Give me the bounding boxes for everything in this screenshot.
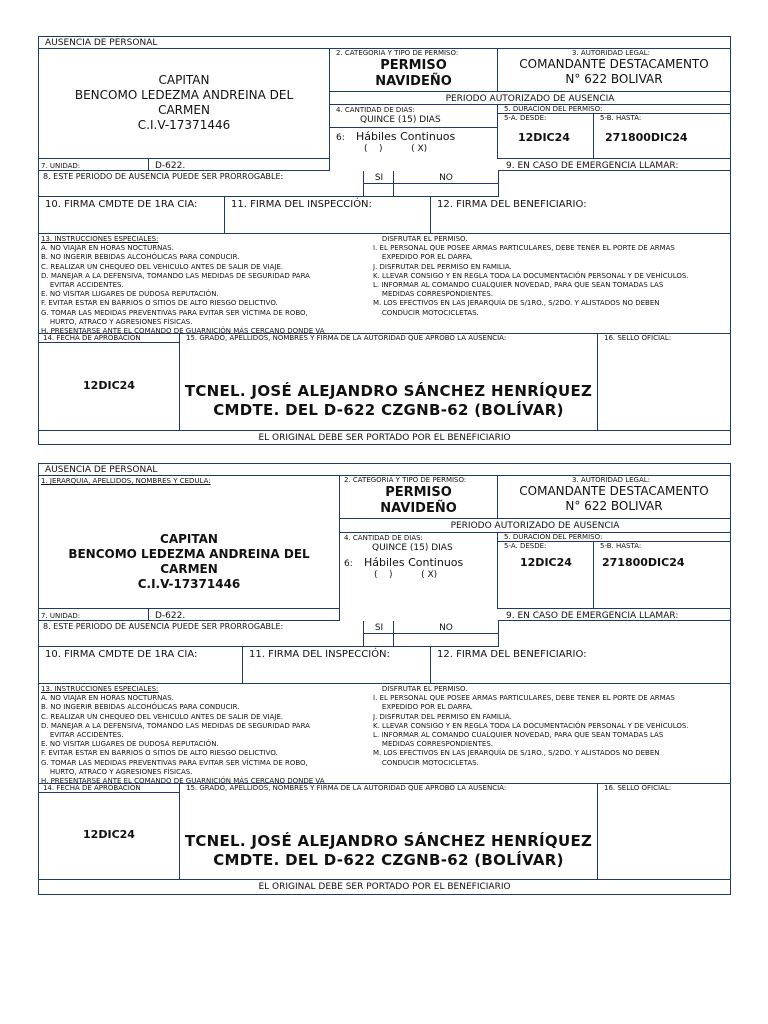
sig10-label: 10. FIRMA CMDTE DE 1RA CIA: — [45, 199, 198, 210]
approval-label: 14. FECHA DE APROBACIÓN — [43, 784, 141, 792]
person-rank: CAPITAN — [158, 73, 210, 87]
category-value — [340, 485, 497, 517]
approver-label: 15. GRADO, APELLIDOS, NOMBRES Y FIRMA DE LA AUTORIDAD QUE APROBÓ LA AUSENCIA: — [186, 784, 507, 792]
authority-line1: COMANDANTE DESTACAMENTO — [519, 57, 709, 71]
category-cell — [330, 49, 498, 92]
instructions-label: 13. INSTRUCCIONES ESPECIALES: — [41, 235, 159, 243]
to-value: 271800DIC24 — [602, 556, 685, 569]
person-name-line1: BENCOMO LEDEZMA ANDREINA DEL CARMEN — [68, 547, 310, 576]
days-value: QUINCE (15) DIAS — [360, 115, 441, 125]
authority-line2: N° 622 BOLIVAR — [565, 499, 663, 513]
instruction-item: DISFRUTAR EL PERMISO. — [373, 685, 468, 693]
instructions-left — [41, 235, 325, 336]
period-header-cell — [340, 519, 730, 533]
unit-label: 7. UNIDAD: — [41, 162, 81, 170]
instructions-left — [41, 685, 325, 786]
leave-permit-form-1 — [38, 36, 731, 445]
approver-cell — [180, 334, 598, 431]
seal-label: 16. SELLO OFICIAL: — [604, 334, 672, 342]
sig12-label: 12. FIRMA DEL BENEFICIARIO: — [437, 199, 587, 210]
category-line1: PERMISO — [380, 58, 447, 73]
instruction-item: HURTO, ATRACO Y AGRESIONES FÍSICAS. — [41, 317, 193, 326]
sig12-cell[interactable] — [431, 197, 730, 234]
instruction-item: MEDIDAS CORRESPONDIENTES. — [373, 740, 493, 749]
seal-label: 16. SELLO OFICIAL: — [604, 784, 672, 792]
sig12-cell[interactable] — [431, 647, 730, 684]
approver-name — [180, 832, 597, 870]
sig10-label: 10. FIRMA CMDTE DE 1RA CIA: — [45, 649, 198, 660]
no-option: NO — [439, 173, 453, 183]
extend-spacer — [39, 184, 363, 197]
authority-value — [498, 57, 730, 87]
si-cell[interactable] — [363, 171, 394, 184]
approval-value: 12DIC24 — [83, 379, 135, 392]
emergency-value-cell[interactable] — [498, 171, 730, 197]
person-name-line2: CARMEN — [158, 103, 210, 117]
form-header-row — [39, 37, 730, 49]
emergency-value-cell[interactable] — [498, 621, 730, 647]
emergency-label: 9. EN CASO DE EMERGENCIA LLAMAR: — [506, 611, 679, 621]
extend-label: 8. ESTE PERIODO DE AUSENCIA PUEDE SER PRORROGABLE: — [43, 622, 284, 631]
sig11-label: 11. FIRMA DEL INSPECCIÓN: — [249, 649, 390, 660]
footer-row — [39, 880, 730, 894]
instruction-item: DISFRUTAR EL PERMISO. — [373, 235, 468, 243]
instruction-item: M. LOS EFECTIVOS EN LAS JERARQUÍA DE S/1RO., S/2DO. Y ALISTADOS NO DEBEN — [373, 749, 660, 758]
authority-value — [498, 484, 730, 514]
approval-label-row — [39, 784, 179, 793]
days-checkboxes: ( ) ( X) — [374, 570, 438, 580]
duration-label: 5. DURACIÓN DEL PERMISO: — [504, 105, 603, 113]
approval-value: 12DIC24 — [83, 828, 135, 841]
instruction-item: H. PRESENTARSE ANTE EL COMANDO DE GUARNICIÓN MÁS CERCANO DONDE VA — [41, 327, 325, 336]
field-1-label: 1. JERARQUIA, APELLIDOS, NOMBRES Y CEDULA: — [41, 477, 211, 485]
days-divider — [330, 127, 497, 128]
authority-line1: COMANDANTE DESTACAMENTO — [519, 484, 709, 498]
person-details — [39, 73, 329, 133]
from-cell — [498, 114, 594, 159]
to-label: 5-B. HASTA: — [600, 542, 642, 550]
extend-spacer — [39, 634, 363, 647]
instruction-item: D. MANEJAR A LA DEFENSIVA, TOMANDO LAS MEDIDAS DE SEGURIDAD PARA — [41, 721, 310, 730]
footer-row — [39, 431, 730, 444]
days-type: Hábiles Continuos — [356, 130, 456, 143]
days-label: 4. CANTIDAD DE DIAS: — [344, 534, 423, 542]
from-label: 5-A. DESDE: — [504, 114, 547, 122]
footer-note: EL ORIGINAL DEBE SER PORTADO POR EL BENEFICIARIO — [258, 882, 511, 892]
instruction-item: A. NO VIAJAR EN HORAS NOCTURNAS. — [41, 244, 174, 253]
approver-line2: CMDTE. DEL D-622 CZGNB-62 (BOLÍVAR) — [213, 401, 564, 419]
approver-cell — [180, 784, 598, 880]
category-label: 2. CATEGORIA Y TIPO DE PERMISO: — [336, 49, 459, 57]
instruction-item: EVITAR ACCIDENTES. — [41, 731, 124, 740]
instruction-item: J. DISFRUTAR DEL PERMISO EN FAMILIA. — [373, 712, 512, 721]
period-header: PERIODO AUTORIZADO DE AUSENCIA — [445, 94, 615, 104]
approval-date-cell — [39, 334, 180, 431]
period-header-cell — [330, 92, 730, 105]
category-line1: PERMISO — [385, 485, 452, 500]
days-value: QUINCE (15) DIAS — [372, 543, 453, 553]
instruction-item: CONDUCIR MOTOCICLETAS. — [373, 758, 479, 767]
si-answer-cell[interactable] — [363, 184, 394, 197]
approver-label: 15. GRADO, APELLIDOS, NOMBRES Y FIRMA DE LA AUTORIDAD QUE APROBÓ LA AUSENCIA: — [186, 334, 507, 342]
person-block — [39, 49, 330, 159]
unit-label: 7. UNIDAD: — [41, 612, 81, 620]
days-checkboxes: ( ) ( X) — [364, 144, 428, 154]
approver-name — [180, 382, 597, 420]
unit-label-cell — [39, 608, 149, 621]
instructions-cell — [39, 684, 730, 784]
si-option: SI — [374, 173, 384, 183]
duration-header-cell — [498, 533, 730, 542]
emergency-cell — [498, 608, 730, 621]
emergency-cell — [498, 158, 730, 171]
days-type: Hábiles Continuos — [364, 556, 464, 569]
instruction-item: E. NO VISITAR LUGARES DE DUDOSA REPUTACIÓN. — [41, 290, 219, 299]
instruction-item: L. INFORMAR AL COMANDO CUALQUIER NOVEDAD, PARA QUE SEAN TOMADAS LAS — [373, 731, 664, 740]
form-header: AUSENCIA DE PERSONAL — [45, 465, 158, 475]
instruction-item: K. LLEVAR CONSIGO Y EN REGLA TODA LA DOCUMENTACIÓN PERSONAL Y DE VEHÍCULOS. — [373, 721, 689, 730]
form-header: AUSENCIA DE PERSONAL — [45, 38, 158, 48]
duration-header-cell — [498, 105, 730, 114]
category-value — [330, 58, 497, 90]
instruction-item: B. NO INGERIR BEBIDAS ALCOHÓLICAS PARA CONDUCIR. — [41, 253, 240, 262]
instruction-item: H. PRESENTARSE ANTE EL COMANDO DE GUARNICIÓN MÁS CERCANO DONDE VA — [41, 777, 325, 786]
sig10-cell[interactable] — [39, 197, 225, 234]
instruction-item: EVITAR ACCIDENTES. — [41, 281, 124, 290]
form-header-row — [39, 464, 730, 476]
days-num: 6: — [344, 559, 353, 569]
to-cell — [594, 114, 730, 159]
category-line2: NAVIDEÑO — [380, 501, 457, 516]
instruction-item: D. MANEJAR A LA DEFENSIVA, TOMANDO LAS MEDIDAS DE SEGURIDAD PARA — [41, 271, 310, 280]
instruction-item: I. EL PERSONAL QUE POSEE ARMAS PARTICULARES, DEBE TENER EL PORTE DE ARMAS — [373, 694, 675, 703]
si-cell[interactable] — [363, 621, 394, 634]
category-cell — [340, 476, 498, 519]
si-option: SI — [374, 623, 384, 633]
unit-value: D-622. — [155, 161, 186, 171]
instruction-item: B. NO INGERIR BEBIDAS ALCOHÓLICAS PARA CONDUCIR. — [41, 703, 240, 712]
from-cell — [498, 542, 594, 609]
to-value: 271800DIC24 — [605, 131, 688, 144]
approver-line1: TCNEL. JOSÉ ALEJANDRO SÁNCHEZ HENRÍQUEZ — [184, 832, 593, 850]
to-label: 5-B. HASTA: — [600, 114, 642, 122]
category-label: 2. CATEGORIA Y TIPO DE PERMISO: — [344, 476, 467, 484]
instruction-item: HURTO, ATRACO Y AGRESIONES FÍSICAS. — [41, 767, 193, 776]
no-answer-cell[interactable] — [394, 184, 498, 197]
instruction-item: G. TOMAR LAS MEDIDAS PREVENTIVAS PARA EVITAR SER VÍCTIMA DE ROBO, — [41, 308, 308, 317]
unit-value: D-622. — [155, 611, 186, 621]
instruction-item: E. NO VISITAR LUGARES DE DUDOSA REPUTACIÓN. — [41, 740, 219, 749]
leave-permit-form-2 — [38, 463, 731, 895]
instructions-right — [373, 685, 689, 768]
person-block — [39, 476, 340, 609]
to-cell — [594, 542, 730, 609]
authority-label: 3. AUTORIDAD LEGAL: — [572, 49, 650, 57]
instruction-item: A. NO VIAJAR EN HORAS NOCTURNAS. — [41, 694, 174, 703]
instructions-label: 13. INSTRUCCIONES ESPECIALES: — [41, 685, 159, 693]
duration-label: 5. DURACIÓN DEL PERMISO: — [504, 533, 603, 541]
emergency-label: 9. EN CASO DE EMERGENCIA LLAMAR: — [506, 161, 679, 171]
instruction-item: M. LOS EFECTIVOS EN LAS JERARQUÍA DE S/1RO., S/2DO. Y ALISTADOS NO DEBEN — [373, 299, 660, 308]
instructions-cell — [39, 234, 730, 334]
instruction-item: F. EVITAR ESTAR EN BARRIOS O SITIOS DE ALTO RIESGO DELICTIVO. — [41, 299, 278, 308]
days-label: 4. CANTIDAD DE DIAS: — [336, 106, 415, 114]
extend-cell — [39, 621, 363, 634]
seal-cell — [598, 334, 730, 431]
sig10-cell[interactable] — [39, 647, 243, 684]
days-cell — [330, 105, 498, 159]
extend-label: 8. ESTE PERIODO DE AUSENCIA PUEDE SER PRORROGABLE: — [43, 172, 284, 181]
authority-line2: N° 622 BOLIVAR — [565, 72, 663, 86]
sig11-label: 11. FIRMA DEL INSPECCIÓN: — [231, 199, 372, 210]
authority-cell — [498, 476, 730, 519]
person-details — [39, 532, 339, 592]
approval-date-cell — [39, 784, 180, 880]
instruction-item: CONDUCIR MOTOCICLETAS. — [373, 308, 479, 317]
from-label: 5-A. DESDE: — [504, 542, 547, 550]
unit-value-cell — [149, 608, 340, 621]
extend-cell — [39, 171, 363, 184]
no-option: NO — [439, 623, 453, 633]
footer-note: EL ORIGINAL DEBE SER PORTADO POR EL BENEFICIARIO — [258, 433, 511, 443]
from-value: 12DIC24 — [520, 556, 572, 569]
sig11-cell[interactable] — [225, 197, 431, 234]
days-num: 6: — [336, 133, 345, 143]
instructions-right — [373, 235, 689, 318]
sig12-label: 12. FIRMA DEL BENEFICIARIO: — [437, 649, 587, 660]
unit-label-cell — [39, 158, 149, 171]
no-answer-cell[interactable] — [394, 634, 498, 647]
si-answer-cell[interactable] — [363, 634, 394, 647]
instruction-item: I. EL PERSONAL QUE POSEE ARMAS PARTICULARES, DEBE TENER EL PORTE DE ARMAS — [373, 244, 675, 253]
from-value: 12DIC24 — [518, 131, 570, 144]
no-cell[interactable] — [394, 171, 498, 184]
seal-cell — [598, 784, 730, 880]
instruction-item: K. LLEVAR CONSIGO Y EN REGLA TODA LA DOCUMENTACIÓN PERSONAL Y DE VEHÍCULOS. — [373, 271, 689, 280]
authority-label: 3. AUTORIDAD LEGAL: — [572, 476, 650, 484]
approver-line1: TCNEL. JOSÉ ALEJANDRO SÁNCHEZ HENRÍQUEZ — [184, 382, 593, 400]
person-name-line1: BENCOMO LEDEZMA ANDREINA DEL — [74, 88, 294, 102]
person-id: C.I.V-17371446 — [137, 118, 231, 132]
approval-label: 14. FECHA DE APROBACIÓN — [43, 334, 141, 342]
instruction-item: EXPEDIDO POR EL DARFA. — [373, 253, 473, 262]
unit-value-cell — [149, 158, 330, 171]
instruction-item: EXPEDIDO POR EL DARFA. — [373, 703, 473, 712]
days-cell — [340, 533, 498, 609]
sig11-cell[interactable] — [243, 647, 431, 684]
no-cell[interactable] — [394, 621, 498, 634]
instruction-item: G. TOMAR LAS MEDIDAS PREVENTIVAS PARA EVITAR SER VÍCTIMA DE ROBO, — [41, 758, 308, 767]
instruction-item: J. DISFRUTAR DEL PERMISO EN FAMILIA. — [373, 262, 512, 271]
person-rank: CAPITAN — [160, 532, 218, 546]
approval-label-row — [39, 334, 179, 343]
instruction-item: L. INFORMAR AL COMANDO CUALQUIER NOVEDAD, PARA QUE SEAN TOMADAS LAS — [373, 281, 664, 290]
period-header: PERIODO AUTORIZADO DE AUSENCIA — [450, 521, 620, 531]
instruction-item: C. REALIZAR UN CHEQUEO DEL VEHICULO ANTES DE SALIR DE VIAJE. — [41, 712, 284, 721]
instruction-item: MEDIDAS CORRESPONDIENTES. — [373, 290, 493, 299]
person-id: C.I.V-17371446 — [137, 577, 241, 591]
instruction-item: C. REALIZAR UN CHEQUEO DEL VEHICULO ANTES DE SALIR DE VIAJE. — [41, 262, 284, 271]
instruction-item: F. EVITAR ESTAR EN BARRIOS O SITIOS DE ALTO RIESGO DELICTIVO. — [41, 749, 278, 758]
category-line2: NAVIDEÑO — [375, 74, 452, 89]
authority-cell — [498, 49, 730, 92]
approver-line2: CMDTE. DEL D-622 CZGNB-62 (BOLÍVAR) — [213, 851, 564, 869]
